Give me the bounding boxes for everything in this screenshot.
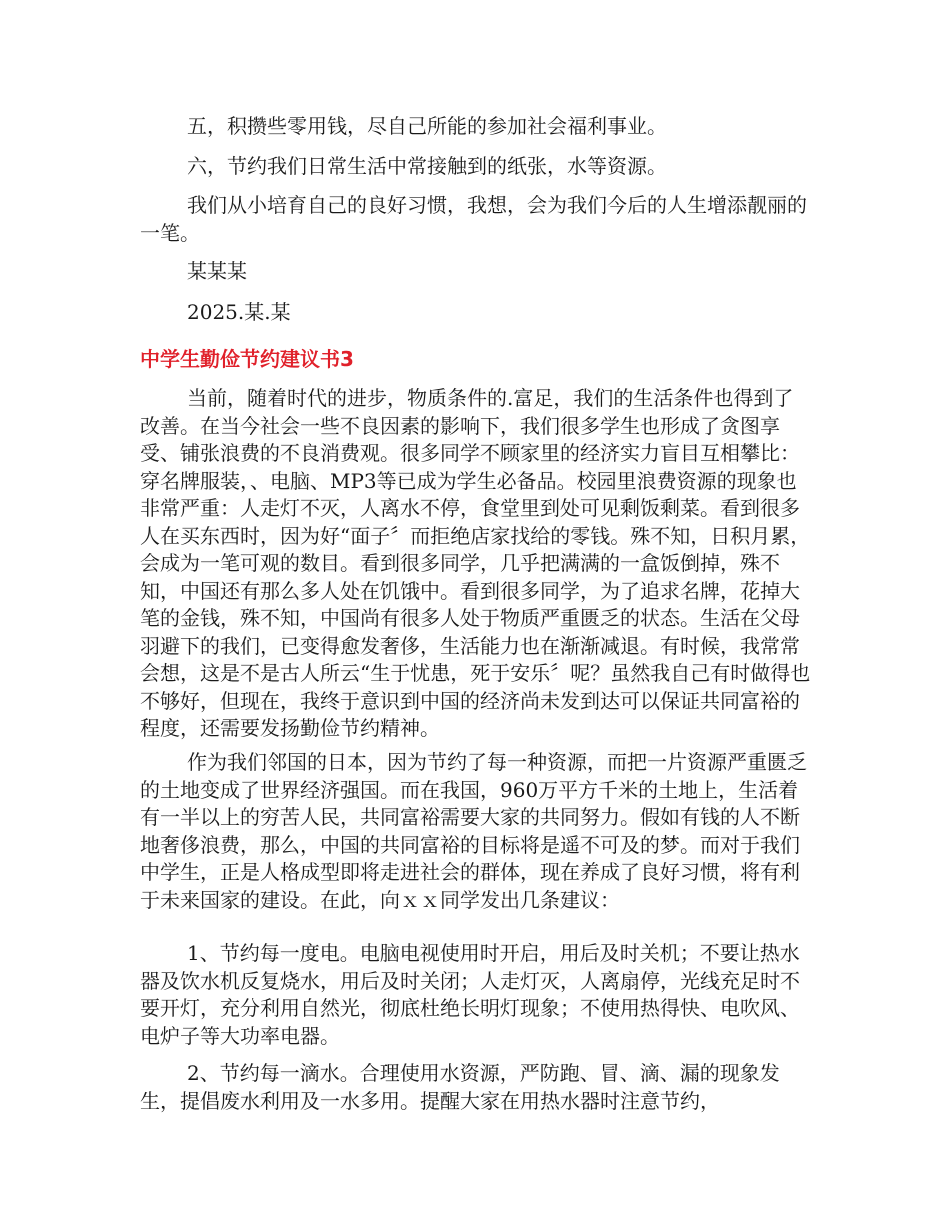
body-paragraph-1: 当前，随着时代的进步，物质条件的.富足，我们的生活条件也得到了改善。在当今社会一些不良因素的影响下，我们很多学生也形成了贪图享受、铺张浪费的不良消费观。很多同学不顾家里的经济实力盲目互相攀比：穿名牌服装，、电脑、MP3等已成为学生必备品。校园里浪费资源的现象也非常严重：人走灯不灭，人离水不停，食堂里到处可见剩饭剩菜。看到很多人在买东西时，因为好“面子〞而拒绝店家找给的零钱。殊不知，日积月累，会成为一笔可观的数目。看到很多同学，几乎把满满的一盒饭倒掉，殊不知，中国还有那么多人处在饥饿中。看到很多同学，为了追求名牌，花掉大笔的金钱，殊不知，中国尚有很多人处于物质严重匮乏的状态。生活在父母羽避下的我们，已变得愈发奢侈，生活能力也在渐渐减退。有时候，我常常会想，这是不是古人所云“生于忧患，死于安乐〞呢？虽然我自己有时做得也不够好，但现在，我终于意识到中国的经济尚未发到达可以保证共同富裕的程度，还需要发扬勤俭节约精神。 bbox=[140, 386, 811, 740]
suggestion-item-5: 五，积攒些零用钱，尽自己所能的参加社会福利事业。 bbox=[187, 114, 667, 138]
section-title: 中学生勤俭节约建议书3 bbox=[140, 347, 354, 371]
suggestion-water: 2、节约每一滴水。合理使用水资源，严防跑、冒、滴、漏的现象发生，提倡废水利用及一水多用。提醒大家在用热水器时注意节约， bbox=[140, 1061, 780, 1113]
suggestion-item-6: 六，节约我们日常生活中常接触到的纸张，水等资源。 bbox=[187, 154, 667, 178]
body-paragraph-2: 作为我们邻国的日本，因为节约了每一种资源，而把一片资源严重匮乏的土地变成了世界经济强国。而在我国，960万平方千米的土地上，生活着有一半以上的穷苦人民，共同富裕需要大家的共同努力。假如有钱的人不断地奢侈浪费，那么，中国的共同富裕的目标将是遥不可及的梦。而对于我们中学生，正是人格成型即将走进社会的群体，现在养成了良好习惯，将有利于未来国家的建设。在此，向ｘｘ同学发出几条建议： bbox=[140, 750, 807, 912]
date-line: 2025.某.某 bbox=[187, 300, 291, 324]
suggestion-electricity: 1、节约每一度电。电脑电视使用时开启，用后及时关机；不要让热水器及饮水机反复烧水，用后及时关闭；人走灯灭，人离扇停，光线充足时不要开灯，充分利用自然光，彻底杜绝长明灯现象；不使用热得快、电吹风、电炉子等大功率电器。 bbox=[140, 941, 800, 1048]
closing-paragraph: 我们从小培育自己的良好习惯，我想，会为我们今后的人生增添靓丽的一笔。 bbox=[140, 193, 807, 245]
signature: 某某某 bbox=[187, 259, 247, 283]
